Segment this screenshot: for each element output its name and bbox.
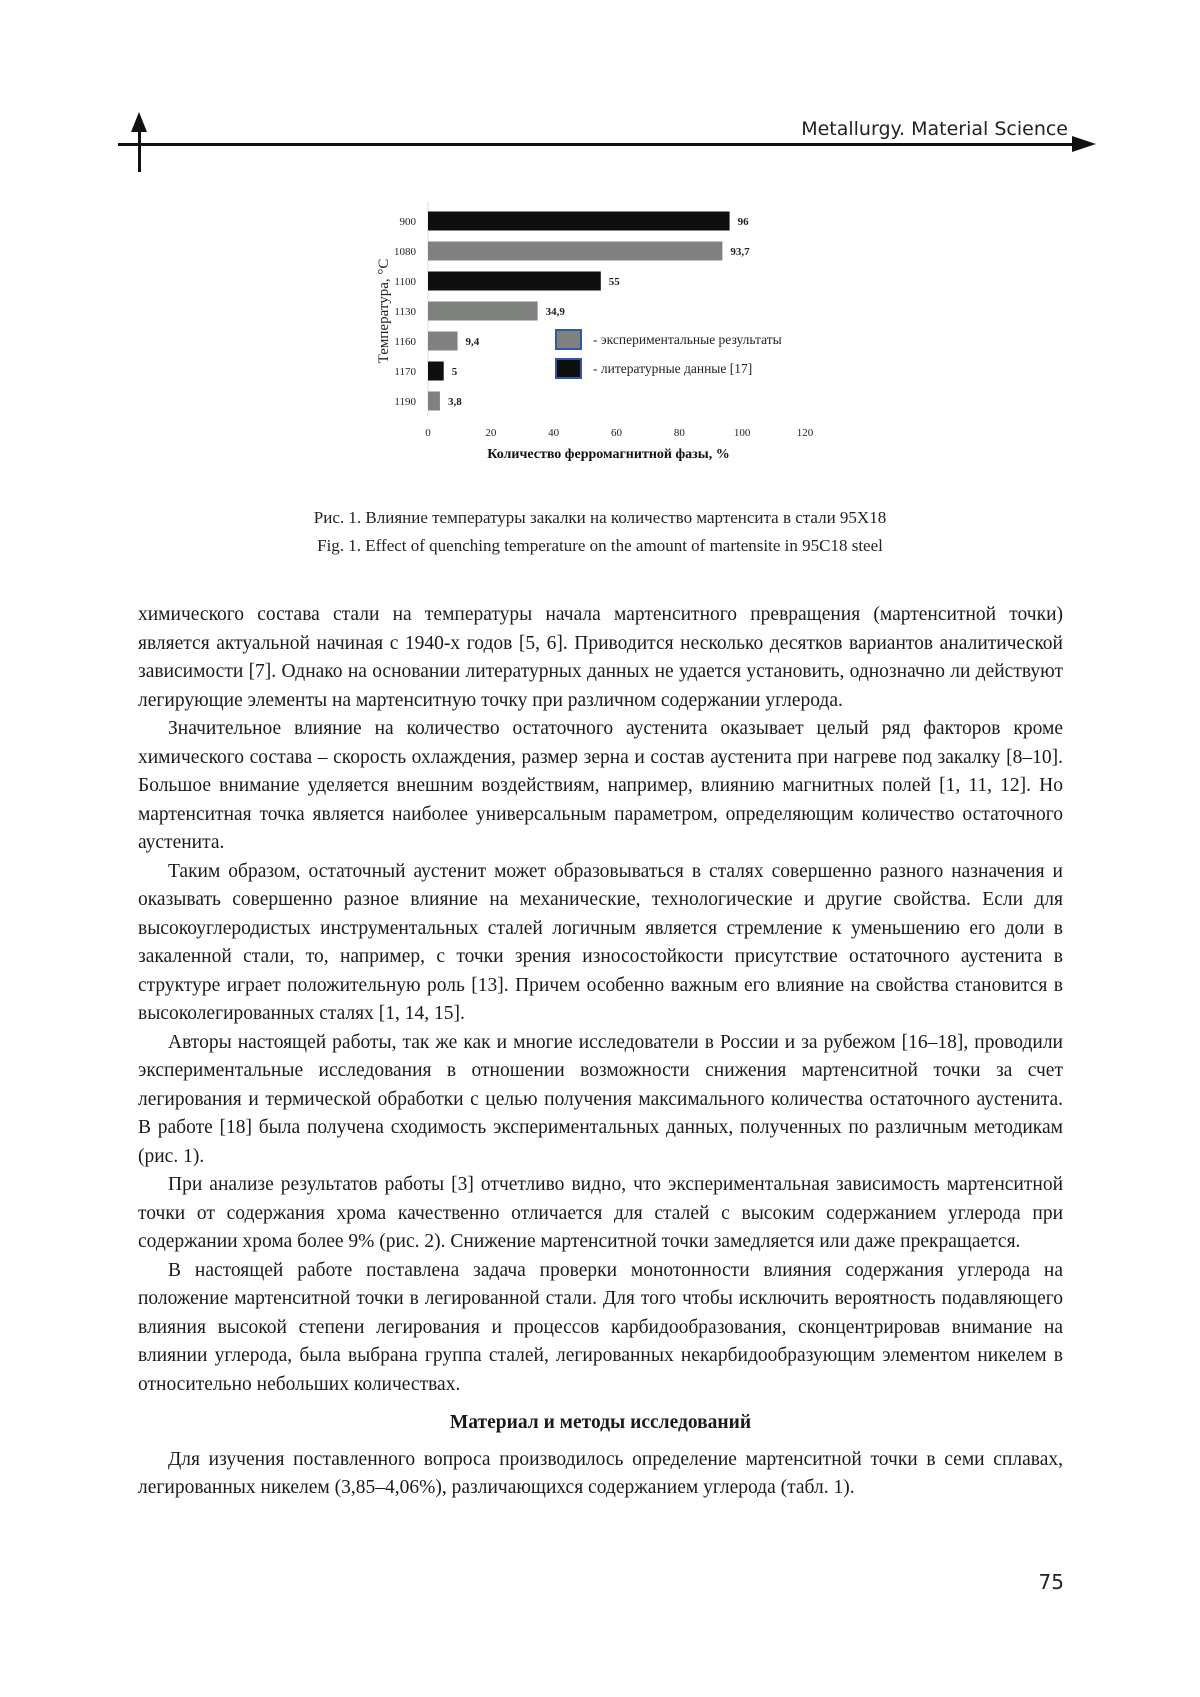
x-tick-label: 60	[611, 427, 622, 439]
x-tick-label: 100	[733, 427, 751, 439]
paragraph: В настоящей работе поставлена задача проверки монотонности влияния содержания углерода на положение мартенситной точки в легированной стали. Для того чтобы исключить вероятность подавляющего влияния высокой степени легирования и процессов карбидообразования, сконцентрировав внимание на влиянии углерода, была выбрана группа сталей, легированных некарбидообразующим элементом никелем в относительно небольших количествах.	[138, 1259, 1063, 1395]
data-label: 93,7	[730, 246, 750, 258]
legend-label: - литературные данные [17]	[593, 361, 753, 376]
figure-caption-en: Fig. 1. Effect of quenching temperature on the amount of martensite in 95C18 steel	[317, 536, 883, 555]
bar	[428, 392, 440, 411]
x-tick-label: 20	[485, 427, 497, 439]
header-arrow-right-icon	[1072, 136, 1096, 152]
paragraph: химического состава стали на температуры начала мартенситного превращения (мартенситной точки) является актуальной начиная с 1940-х годов [5, 6]. Приводится несколько десятков вариантов аналитической зависимости [7]. Однако на основании литературных данных не удается установить, однозначно ли действуют легирующие элементы на мартенситную точку при различном содержании углерода.	[138, 604, 1063, 711]
paragraph: Таким образом, остаточный аустенит может образовываться в сталях совершенно разного назначения и оказывать совершенно разное влияние на механические, технологические и другие свойства. Если для высокоуглеродистых инструментальных сталей логичным является стремление к уменьшению его доли в закаленной стали, то, например, с точки зрения износостойкости присутствие остаточного аустенита в структуре играет положительную роль [13]. Причем особенно важным его влияние на свойства становится в высоколегированных сталях [1, 14, 15].	[138, 860, 1063, 1024]
x-axis-label: Количество ферромагнитной фазы, %	[487, 447, 730, 462]
header-arrow-up-icon	[131, 112, 147, 132]
legend-swatch	[556, 359, 581, 378]
article-body	[138, 601, 1063, 1503]
data-label: 5	[451, 366, 458, 378]
legend-swatch	[556, 330, 581, 349]
page-number: 75	[1038, 1570, 1064, 1594]
y-tick-label: 1100	[394, 276, 416, 288]
data-label: 55	[608, 276, 620, 288]
bar	[428, 302, 538, 321]
y-tick-label: 1190	[394, 396, 416, 408]
y-tick-label: 1080	[394, 246, 416, 258]
y-tick-label: 900	[399, 216, 416, 228]
bar	[428, 242, 722, 261]
x-tick-label: 80	[673, 427, 685, 439]
figure-1-chart	[360, 200, 860, 490]
data-label: 34,9	[545, 306, 565, 318]
y-tick-label: 1130	[394, 306, 416, 318]
y-axis-label: Температура, °С	[376, 258, 392, 364]
section-heading: Материал и методы исследований	[449, 1412, 752, 1433]
paragraph: Авторы настоящей работы, так же как и многие исследователи в России и за рубежом [16–18], проводили экспериментальные исследования в отношении возможности снижения мартенситной точки за счет легирования и термической обработки с целью получения максимального количества остаточного аустенита. В работе [18] была получена сходимость экспериментальных данных, полученных по различным методикам (рис. 1).	[138, 1031, 1063, 1167]
data-label: 9,4	[465, 336, 480, 348]
y-tick-label: 1160	[394, 336, 416, 348]
x-tick-label: 120	[796, 427, 814, 439]
data-label: 96	[737, 216, 749, 228]
bar	[428, 362, 444, 381]
x-tick-label: 40	[548, 427, 560, 439]
y-tick-label: 1170	[394, 366, 416, 378]
header-rule	[118, 143, 1073, 146]
bar	[428, 212, 730, 231]
journal-section-title: Metallurgy. Material Science	[801, 118, 1068, 140]
legend-label: - экспериментальные результаты	[593, 332, 782, 347]
data-label: 3,8	[447, 396, 462, 408]
figure-caption-ru: Рис. 1. Влияние температуры закалки на количество мартенсита в стали 95Х18	[313, 508, 887, 527]
bar	[428, 332, 458, 351]
x-tick-label: 0	[425, 427, 431, 439]
paragraph: При анализе результатов работы [3] отчетливо видно, что экспериментальная зависимость мартенситной точки от содержания хрома качественно отличается для сталей с высоким содержанием углерода при содержании хрома более 9% (рис. 2). Снижение мартенситной точки замедляется или даже прекращается.	[138, 1174, 1063, 1252]
bar	[428, 272, 601, 291]
bar-chart-svg	[360, 200, 860, 490]
paragraph: Значительное влияние на количество остаточного аустенита оказывает целый ряд факторов кроме химического состава – скорость охлаждения, размер зерна и состав аустенита при нагреве под закалку [8–10]. Большое внимание уделяется внешним воздействиям, например, влиянию магнитных полей [1, 11, 12]. Но мартенситная точка является наиболее универсальным параметром, определяющим количество остаточного аустенита.	[138, 718, 1063, 853]
paragraph: Для изучения поставленного вопроса производилось определение мартенситной точки в семи сплавах, легированных никелем (3,85–4,06%), различающихся содержанием углерода (табл. 1).	[138, 1448, 1063, 1498]
